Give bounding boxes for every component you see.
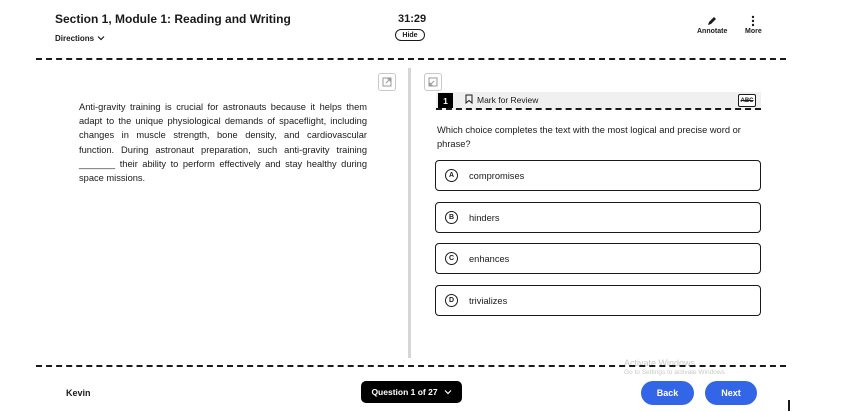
question-prompt: Which choice completes the text with the most logical and precise word or phrase? <box>437 125 741 149</box>
timer: 31:29 <box>398 13 427 25</box>
annotate-label: Annotate <box>697 28 728 35</box>
mark-for-review-button[interactable] <box>465 94 538 106</box>
top-header <box>0 0 846 58</box>
passage-text: Anti-gravity training is crucial for astronauts because it helps them adapt to the unique physiological demands of spaceflight, including changes in muscle strength, bone density, and cardiovascular function. During astronaut preparation, such anti-gravity training _______ their ability to perform effectively and stay healthy during space missions. <box>79 102 367 184</box>
pane-divider[interactable] <box>408 68 411 358</box>
more-label: More <box>745 28 762 35</box>
footer-divider <box>36 365 786 367</box>
vertical-dots-icon <box>751 14 755 28</box>
eliminate-choices-button[interactable]: ABC <box>738 94 756 107</box>
option-text: trivializes <box>469 295 508 306</box>
mark-for-review-label: Mark for Review <box>477 95 539 105</box>
option-letter: B <box>445 211 458 224</box>
option-letter: A <box>445 169 458 182</box>
pen-icon <box>706 14 718 28</box>
expand-passage-icon[interactable] <box>378 73 396 91</box>
answer-option-d[interactable] <box>435 285 761 316</box>
chevron-down-icon <box>97 34 105 43</box>
option-text: enhances <box>469 253 510 264</box>
directions-label: Directions <box>55 34 95 43</box>
more-button[interactable] <box>745 14 762 35</box>
expand-question-icon[interactable] <box>424 73 442 91</box>
directions-toggle[interactable] <box>55 34 105 43</box>
annotate-button[interactable] <box>697 14 727 35</box>
next-button[interactable]: Next <box>705 381 757 405</box>
option-letter: C <box>445 252 458 265</box>
header-divider <box>36 58 786 60</box>
text-cursor <box>788 400 790 411</box>
answer-option-a[interactable] <box>435 160 761 191</box>
watermark-subtitle: Go to Settings to activate Windows. <box>624 369 727 376</box>
question-number: 1 <box>438 93 453 108</box>
option-text: compromises <box>469 170 525 181</box>
section-title: Section 1, Module 1: Reading and Writing <box>55 12 291 26</box>
activation-watermark <box>624 358 727 378</box>
answer-option-c[interactable] <box>435 243 761 274</box>
answer-option-b[interactable] <box>435 202 761 233</box>
watermark-title: Activate Windows <box>624 358 696 368</box>
bookmark-icon <box>465 94 473 106</box>
question-navigator-button[interactable] <box>361 381 462 403</box>
chevron-down-icon <box>444 388 452 397</box>
back-button[interactable]: Back <box>641 381 694 405</box>
option-letter: D <box>445 294 458 307</box>
user-name: Kevin <box>66 388 91 398</box>
option-text: hinders <box>469 212 500 223</box>
question-navigator-label: Question 1 of 27 <box>371 387 438 397</box>
hide-timer-button[interactable]: Hide <box>395 29 425 41</box>
